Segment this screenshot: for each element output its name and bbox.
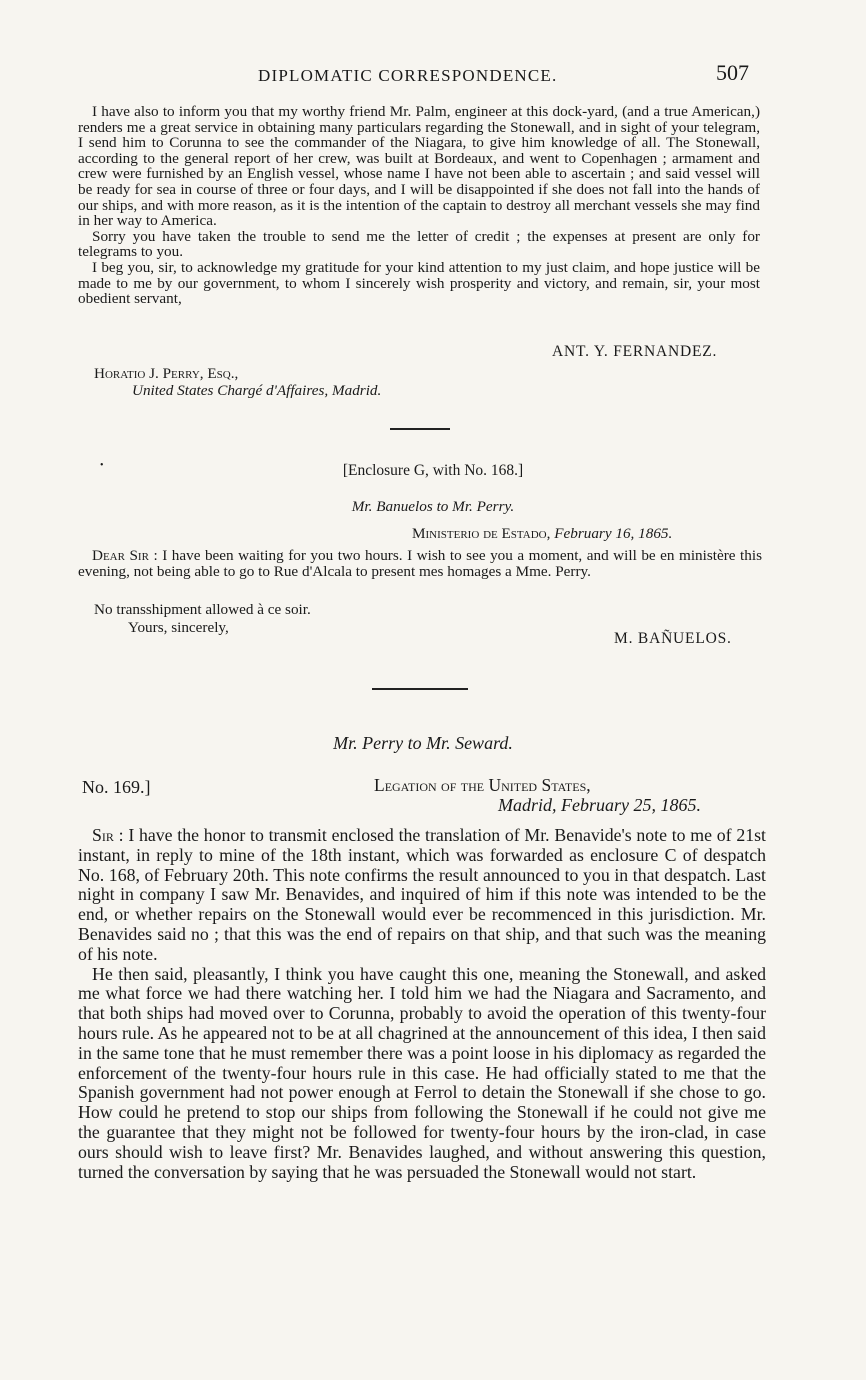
legation-line: Legation of the United States, xyxy=(374,775,591,795)
addressee-name: Horatio J. Perry, Esq., xyxy=(94,365,239,382)
page-number: 507 xyxy=(716,60,749,85)
enclosure-heading: [Enclosure G, with No. 168.] xyxy=(342,462,524,479)
enclosure-signature: M. BAÑUELOS. xyxy=(614,630,732,647)
enclosure-closing: Yours, sincerely, xyxy=(128,619,229,636)
enclosure-subheading: Mr. Banuelos to Mr. Perry. xyxy=(351,498,515,515)
fernandez-paragraph-1: I have also to inform you that my worthy friend Mr. Palm, engineer at this dock-yard, (and a true American,) renders me a great service in obtaining many particulars regarding the Stonewall, and in sight of your telegram, I send him to Corunna to see the commander of the Niagara, to give him knowledge of all. The Stonewall, according to the general report of her crew, was built at Bordeaux, and went to Copenhagen ; armament and crew were furnished by an English vessel, whose name I have not been able to ascertain ; and said vessel will be ready for sea in course of three or four days, and I will be disappointed if she does not fall into the hands of our ships, and with more reason, as it is the intention of the captain to destroy all merchant vessels she may find in her way to America. xyxy=(78,103,760,230)
perry-salutation: Sir : xyxy=(92,825,124,845)
fernandez-paragraph-2: Sorry you have taken the trouble to send me the letter of credit ; the expenses at present are only for telegrams to you. xyxy=(78,227,760,261)
running-title: DIPLOMATIC CORRESPONDENCE. xyxy=(258,66,558,85)
enclosure-salutation: Dear Sir : xyxy=(92,547,158,564)
dateline-date: February 16, 1865. xyxy=(554,525,673,542)
fernandez-addressee xyxy=(94,365,381,399)
perry-paragraph-2: He then said, pleasantly, I think you have caught this one, meaning the Stonewall, and asked me what force we had there watching her. I told him we had the Niagara and Sacramento, and that both ships had moved over to Corunna, probably to avoid the operation of this twenty-four hours rule. As he appeared not to be at all chagrined at the announcement of this idea, I then said in the same tone that he must remember there was a point loose in his diplomacy as regarded the enforcement of the twenty-four hours rule in this case. He had officially stated to me that the Spanish government had not power enough at Ferrol to detain the Stonewall if she chose to go. How could he pretend to stop our ships from following the Stonewall if he could not give me the guarantee that they might not be followed for twenty-four hours by the iron-clad, in case ours should wish to leave first? Mr. Benavides laughed, and without answering this question, turned the conversation by saying that he was persuaded the Stonewall would not start. xyxy=(78,963,766,1182)
enclosure-body-text: I have been waiting for you two hours. I wish to see you a moment, and will be en ministère this evening, not being able to go to Rue d'Alcala to present mes homages a Mme. Perry. xyxy=(78,547,762,580)
enclosure-body xyxy=(78,548,762,579)
section-divider xyxy=(390,428,450,430)
addressee-title: United States Chargé d'Affaires, Madrid. xyxy=(132,382,382,399)
perry-paragraph-1-text: I have the honor to transmit enclosed the translation of Mr. Benavide's note to me of 21st instant, in reply to mine of the 18th instant, which was forwarded as enclosure C of despatch No. 168, of February 20th. This note confirms the result announced to you in that despatch. Last night in company I saw Mr. Benavides, and inquired of him if this note was intended to be the end, or whether repairs on the Stonewall would ever be recommenced in this jurisdiction. Mr. Benavides said no ; that this was the end of repairs on that ship, and that such was the meaning of his note. xyxy=(78,825,766,964)
enclosure-dateline xyxy=(412,525,672,543)
doc-number: No. 169.] xyxy=(82,777,151,797)
fernandez-paragraph-3: I beg you, sir, to acknowledge my gratitude for your kind attention to my just claim, and hope justice will be made to me by our government, to whom I sincerely wish prosperity and victory, and remain, sir, your most obedient servant, xyxy=(78,258,760,308)
section-divider-2 xyxy=(372,688,468,690)
perry-heading: Mr. Perry to Mr. Seward. xyxy=(333,733,513,753)
fernandez-letter-body xyxy=(78,104,760,307)
perry-letter-body xyxy=(78,826,766,1182)
fernandez-signature: ANT. Y. FERNANDEZ. xyxy=(552,343,718,360)
perry-paragraph-1 xyxy=(78,826,766,965)
dateline-place: Ministerio de Estado, xyxy=(412,525,551,542)
stray-mark: • xyxy=(100,460,104,471)
enclosure-line2: No transshipment allowed à ce soir. xyxy=(94,601,311,618)
place-date-line: Madrid, February 25, 1865. xyxy=(498,795,701,815)
